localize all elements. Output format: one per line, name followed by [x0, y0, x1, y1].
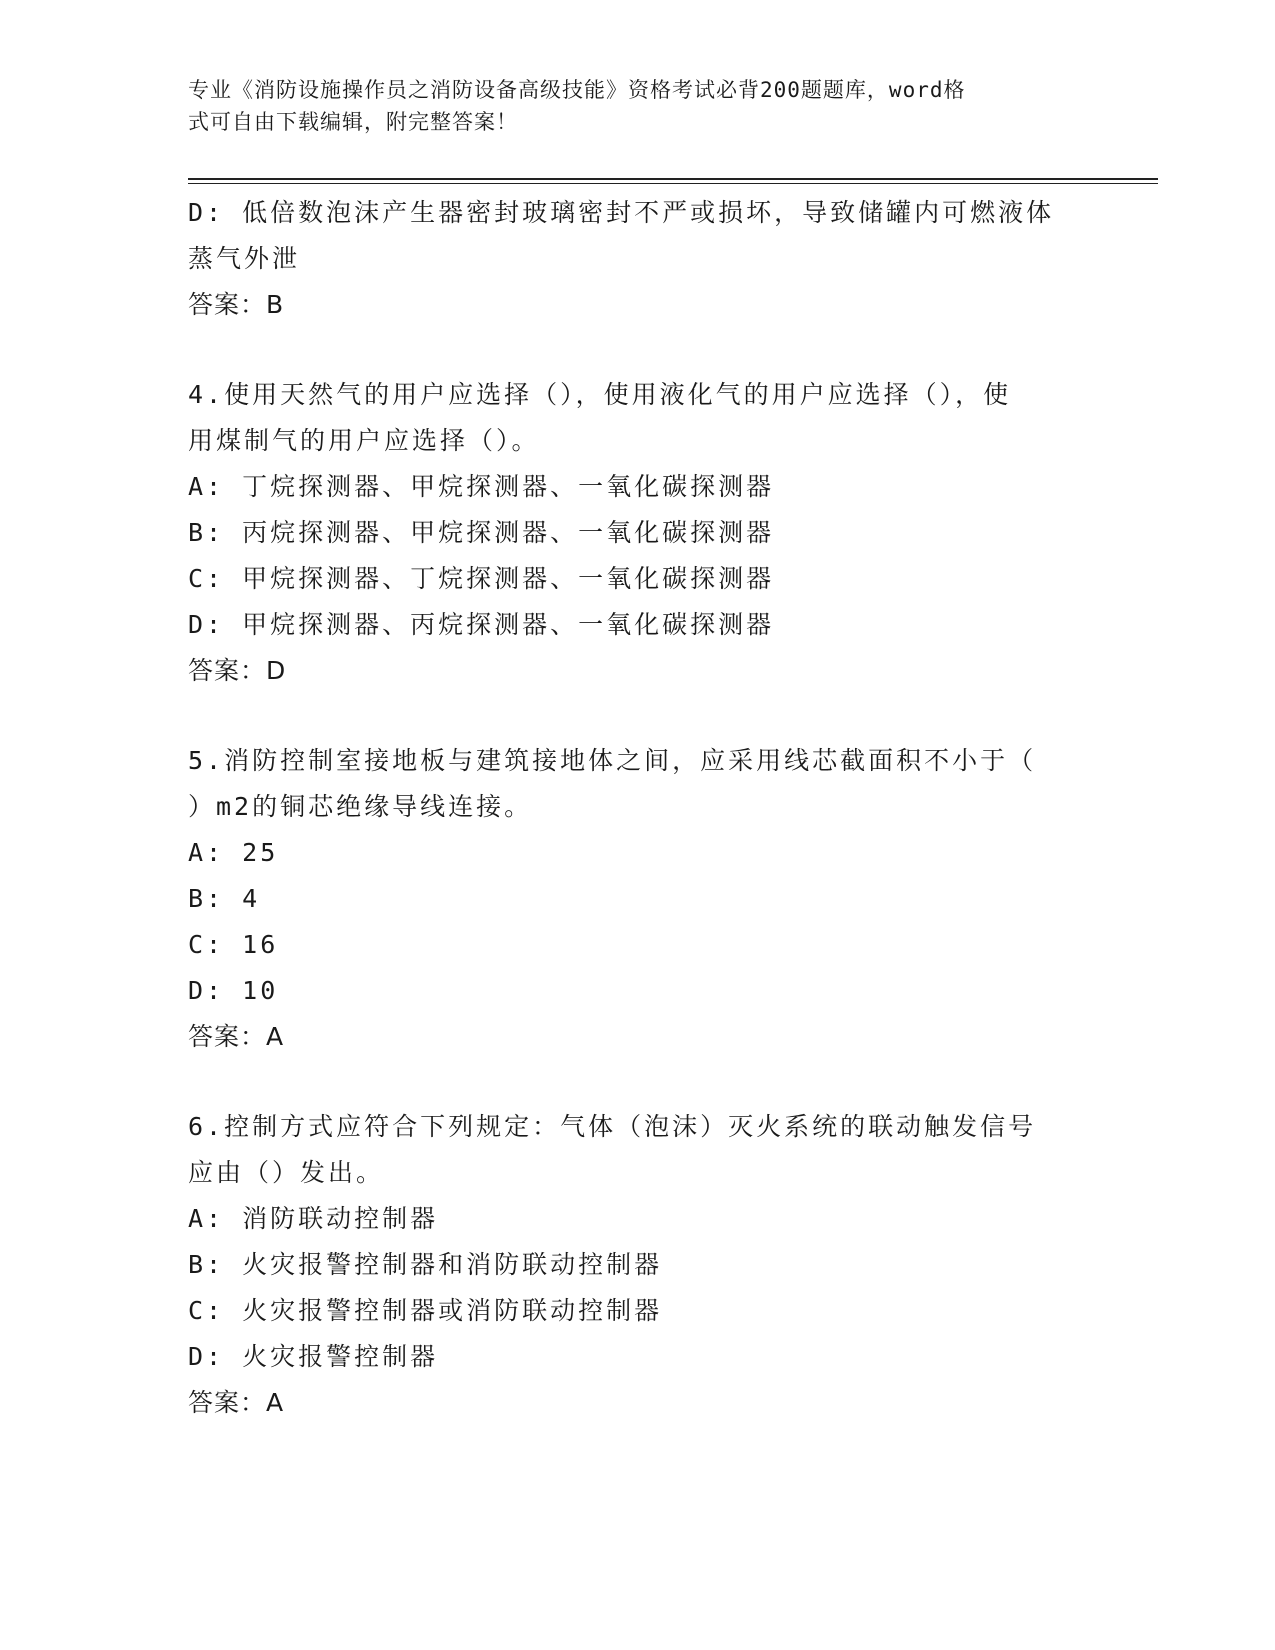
- question-stem-continued: ）m2的铜芯绝缘导线连接。: [188, 792, 533, 821]
- option-c: C: 火灾报警控制器或消防联动控制器: [188, 1296, 663, 1325]
- answer-label: 答案：B: [188, 290, 285, 319]
- document-header: [188, 74, 1078, 138]
- option-c: C: 甲烷探测器、丁烷探测器、一氧化碳探测器: [188, 564, 775, 593]
- question-6: [188, 1104, 1088, 1426]
- option-a: A: 消防联动控制器: [188, 1204, 439, 1233]
- spacer: [188, 694, 1088, 738]
- question-stem: 5.消防控制室接地板与建筑接地体之间，应采用线芯截面积不小于（: [188, 746, 1037, 775]
- answer-label: 答案：A: [188, 1022, 285, 1051]
- header-divider-thick: [188, 178, 1158, 180]
- header-title-line-1: 专业《消防设施操作员之消防设备高级技能》资格考试必背200题题库，word格: [188, 78, 966, 102]
- option-b: B: 火灾报警控制器和消防联动控制器: [188, 1250, 663, 1279]
- question-stem-continued: 用煤制气的用户应选择（）。: [188, 426, 540, 455]
- answer-label: 答案：A: [188, 1388, 285, 1417]
- option-c: C: 16: [188, 930, 279, 959]
- header-title-line-2: 式可自由下载编辑，附完整答案！: [188, 110, 518, 134]
- option-d: D: 甲烷探测器、丙烷探测器、一氧化碳探测器: [188, 610, 775, 639]
- option-d: D: 低倍数泡沫产生器密封玻璃密封不严或损坏，导致储罐内可燃液体: [188, 198, 1055, 227]
- question-5: [188, 738, 1088, 1060]
- question-3-tail: [188, 190, 1088, 328]
- spacer: [188, 328, 1088, 372]
- option-b: B: 4: [188, 884, 261, 913]
- header-divider-thin: [188, 183, 1158, 184]
- option-d: D: 火灾报警控制器: [188, 1342, 439, 1371]
- question-list: [188, 190, 1088, 1426]
- question-stem-continued: 应由（）发出。: [188, 1158, 385, 1187]
- answer-label: 答案：D: [188, 656, 287, 685]
- question-stem: 6.控制方式应符合下列规定：气体（泡沫）灭火系统的联动触发信号: [188, 1112, 1037, 1141]
- question-stem: 4.使用天然气的用户应选择（），使用液化气的用户应选择（），使: [188, 380, 1012, 409]
- option-a: A: 丁烷探测器、甲烷探测器、一氧化碳探测器: [188, 472, 775, 501]
- option-d: D: 10: [188, 976, 279, 1005]
- option-d-continued: 蒸气外泄: [188, 244, 301, 273]
- question-4: [188, 372, 1088, 694]
- option-b: B: 丙烷探测器、甲烷探测器、一氧化碳探测器: [188, 518, 775, 547]
- spacer: [188, 1060, 1088, 1104]
- option-a: A: 25: [188, 838, 279, 867]
